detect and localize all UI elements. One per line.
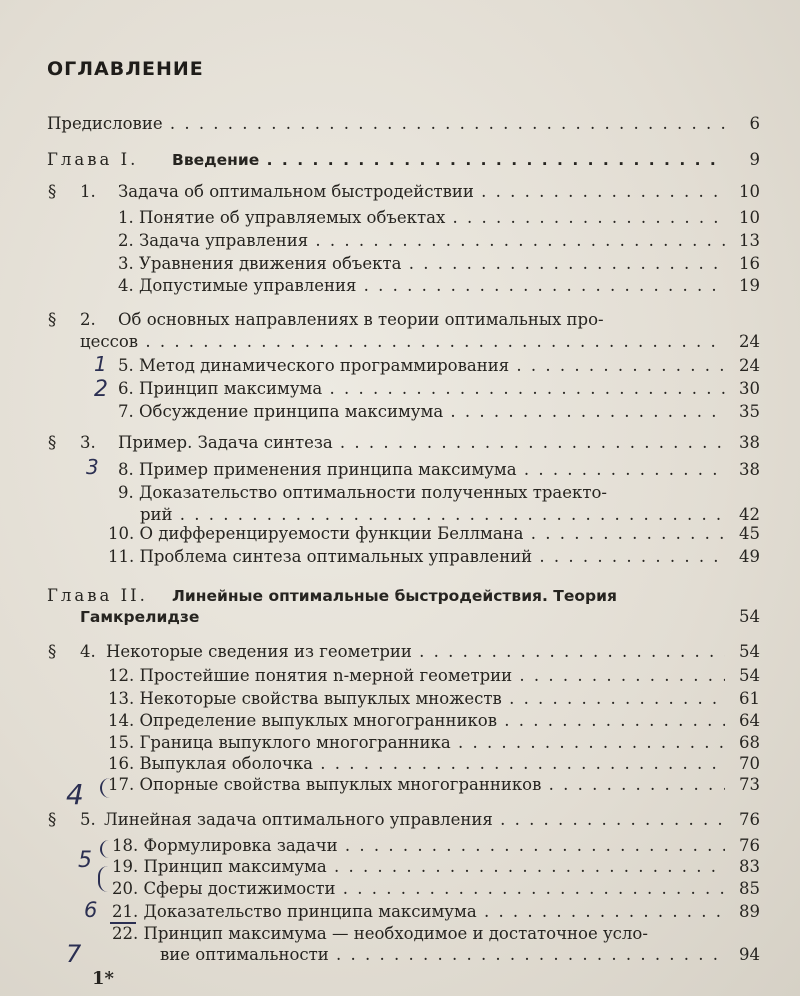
entry-page: 76 bbox=[739, 810, 760, 829]
entry-page: 35 bbox=[739, 402, 760, 421]
chapter-title: Введение . . . bbox=[172, 148, 725, 172]
section-sign: § bbox=[48, 642, 57, 661]
section-number: 2. bbox=[80, 310, 96, 329]
toc-section-2 bbox=[0, 308, 800, 332]
chapter-label: Глава II. bbox=[47, 586, 148, 605]
toc-entry-chapter-1 bbox=[0, 148, 800, 172]
entry-page: 30 bbox=[739, 379, 760, 398]
handwritten-mark: 4 bbox=[66, 778, 84, 811]
handwritten-underline bbox=[110, 922, 136, 924]
item-title: 16. Выпуклая оболочка . . . bbox=[108, 752, 725, 776]
entry-page: 54 bbox=[739, 607, 760, 626]
chapter-label: Глава I. bbox=[47, 150, 139, 169]
toc-section-3 bbox=[0, 431, 800, 455]
entry-page: 89 bbox=[739, 902, 760, 921]
chapter-title-cont: Гамкрелидзе bbox=[80, 608, 200, 626]
section-title: Линейная задача оптимального управления . . . bbox=[104, 808, 725, 832]
item-title: 6. Принцип максимума . . . bbox=[118, 377, 725, 401]
item-title: 11. Проблема синтеза оптимальных управлений . . . bbox=[108, 545, 725, 569]
toc-item-3 bbox=[0, 252, 800, 276]
item-title: 20. Сферы достижимости . . . bbox=[112, 877, 725, 901]
entry-page: 16 bbox=[739, 254, 760, 273]
item-title: 7. Обсуждение принципа максимума . . . bbox=[118, 400, 725, 424]
toc-entry-preface bbox=[0, 112, 800, 136]
toc-item-12 bbox=[0, 664, 800, 688]
entry-page: 42 bbox=[739, 505, 760, 524]
item-title: 22. Принцип максимума — необходимое и достаточное усло- bbox=[112, 924, 648, 943]
entry-page: 54 bbox=[739, 666, 760, 685]
handwritten-mark: 5 bbox=[78, 848, 92, 873]
toc-item-8 bbox=[0, 458, 800, 482]
item-title: 5. Метод динамического программирования . . . bbox=[118, 354, 725, 378]
item-title-cont: вие оптимальности . . . bbox=[160, 943, 725, 967]
item-title: 19. Принцип максимума . . . bbox=[112, 855, 725, 879]
entry-page: 38 bbox=[739, 460, 760, 479]
toc-item-20 bbox=[0, 877, 800, 901]
entry-page: 83 bbox=[739, 857, 760, 876]
item-title: 18. Формулировка задачи . . . bbox=[112, 834, 725, 858]
item-title: 14. Определение выпуклых многогранников . . . bbox=[108, 709, 725, 733]
section-sign: § bbox=[48, 810, 57, 829]
item-title: 4. Допустимые управления . . . bbox=[118, 274, 725, 298]
handwritten-bracket bbox=[98, 866, 112, 892]
toc-item-19 bbox=[0, 855, 800, 879]
item-title: 13. Некоторые свойства выпуклых множеств . . . bbox=[108, 687, 725, 711]
entry-page: 24 bbox=[739, 332, 760, 351]
toc-item-4 bbox=[0, 274, 800, 298]
entry-page: 94 bbox=[739, 945, 760, 964]
section-number: 3. bbox=[80, 433, 96, 452]
page-footer-mark: 1* bbox=[92, 968, 114, 989]
toc-section-1 bbox=[0, 180, 800, 204]
entry-page: 64 bbox=[739, 711, 760, 730]
toc-item-9 bbox=[0, 481, 800, 505]
entry-page: 38 bbox=[739, 433, 760, 452]
entry-page: 73 bbox=[739, 775, 760, 794]
item-title: 1. Понятие об управляемых объектах . . . bbox=[118, 206, 725, 230]
item-title: 8. Пример применения принципа максимума . . . bbox=[118, 458, 725, 482]
toc-item-14 bbox=[0, 709, 800, 733]
section-number: 5. bbox=[80, 810, 96, 829]
item-title: 2. Задача управления . . . bbox=[118, 229, 725, 253]
toc-item-22-cont bbox=[0, 943, 800, 967]
entry-page: 68 bbox=[739, 733, 760, 752]
item-title-cont: рий . . . bbox=[140, 503, 725, 527]
section-number: 1. bbox=[80, 182, 96, 201]
entry-title: Предисловие . . . bbox=[47, 112, 725, 136]
chapter-title: Линейные оптимальные быстродействия. Теория bbox=[172, 587, 617, 605]
entry-page: 9 bbox=[749, 150, 760, 169]
toc-heading: ОГЛАВЛЕНИЕ bbox=[47, 58, 204, 80]
handwritten-mark: 7 bbox=[66, 940, 82, 968]
entry-page: 85 bbox=[739, 879, 760, 898]
entry-page: 10 bbox=[739, 208, 760, 227]
item-title: 12. Простейшие понятия n-мерной геометрии . . . bbox=[108, 664, 725, 688]
toc-item-17 bbox=[0, 773, 800, 797]
entry-page: 13 bbox=[739, 231, 760, 250]
section-number: 4. bbox=[80, 642, 96, 661]
toc-entry-chapter-2-cont bbox=[0, 605, 800, 629]
handwritten-mark: 6 bbox=[84, 898, 98, 922]
toc-item-1 bbox=[0, 206, 800, 230]
toc-item-13 bbox=[0, 687, 800, 711]
section-sign: § bbox=[48, 433, 57, 452]
toc-item-21 bbox=[0, 900, 800, 924]
entry-page: 49 bbox=[739, 547, 760, 566]
entry-page: 70 bbox=[739, 754, 760, 773]
item-title: 21. Доказательство принципа максимума . . . bbox=[112, 900, 725, 924]
toc-section-4 bbox=[0, 640, 800, 664]
entry-page: 61 bbox=[739, 689, 760, 708]
toc-section-2-cont bbox=[0, 330, 800, 354]
entry-page: 19 bbox=[739, 276, 760, 295]
entry-page: 24 bbox=[739, 356, 760, 375]
toc-item-11 bbox=[0, 545, 800, 569]
toc-item-6 bbox=[0, 377, 800, 401]
toc-item-7 bbox=[0, 400, 800, 424]
entry-page: 45 bbox=[739, 524, 760, 543]
handwritten-mark: 1 bbox=[94, 352, 107, 376]
section-sign: § bbox=[48, 310, 57, 329]
item-title: 15. Граница выпуклого многогранника . . . bbox=[108, 731, 725, 755]
handwritten-bracket bbox=[100, 840, 114, 858]
section-title: Об основных направлениях в теории оптимальных про- bbox=[118, 310, 604, 329]
handwritten-mark: 3 bbox=[86, 455, 99, 479]
item-title: 10. О дифференцируемости функции Беллмана . . . bbox=[108, 522, 725, 546]
toc-item-5 bbox=[0, 354, 800, 378]
item-title: 9. Доказательство оптимальности полученных траекто- bbox=[118, 483, 607, 502]
item-title: 3. Уравнения движения объекта . . . bbox=[118, 252, 725, 276]
section-title-cont: цессов . . . bbox=[80, 330, 725, 354]
entry-page: 54 bbox=[739, 642, 760, 661]
item-title: 17. Опорные свойства выпуклых многогранников . . . bbox=[108, 773, 725, 797]
section-title: Пример. Задача синтеза . . . bbox=[118, 431, 725, 455]
handwritten-mark: 2 bbox=[94, 377, 108, 402]
section-sign: § bbox=[48, 182, 57, 201]
entry-page: 10 bbox=[739, 182, 760, 201]
toc-item-10 bbox=[0, 522, 800, 546]
toc-section-5 bbox=[0, 808, 800, 832]
toc-item-2 bbox=[0, 229, 800, 253]
entry-page: 6 bbox=[749, 114, 760, 133]
section-title: Задача об оптимальном быстродействии . . . bbox=[118, 180, 725, 204]
entry-page: 76 bbox=[739, 836, 760, 855]
section-title: Некоторые сведения из геометрии . . . bbox=[106, 640, 725, 664]
